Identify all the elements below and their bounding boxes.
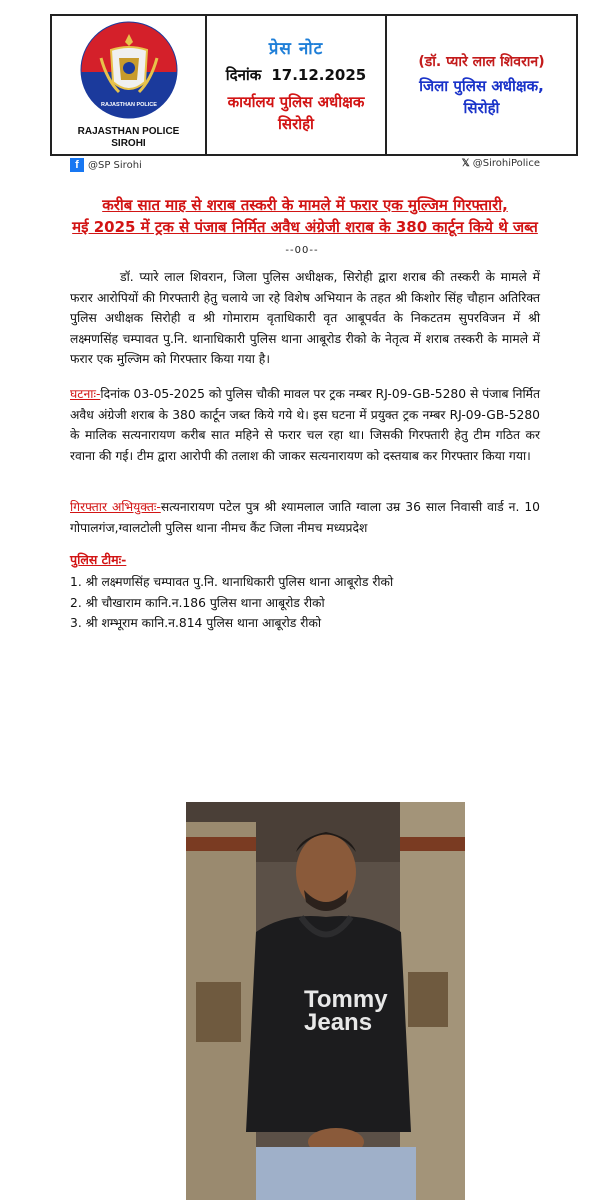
- office-name: [228, 91, 365, 135]
- team-member: 1. श्री लक्ष्मणसिंह चम्पावत पु.नि. थानाधिकारी पुलिस थाना आबूरोड रीको: [70, 575, 394, 589]
- press-note-title: प्रेस नोट: [268, 38, 324, 59]
- team-list: [70, 572, 550, 634]
- date-value: 17.12.2025: [271, 65, 367, 84]
- header-table: [50, 14, 578, 156]
- team-member: 3. श्री शम्भूराम कानि.न.814 पुलिस थाना आबूरोड रीको: [70, 616, 322, 630]
- accused-text: सत्यनारायण पटेल पुत्र श्री श्यामलाल जाति ग्वाला उम्र 36 साल निवासी वार्ड न. 10 गोपालगंज,ग्वालटोली पुलिस थाना नीमच कैंट जिला नीमच मध्यप्रदेश: [70, 500, 540, 535]
- sp-cell: [387, 16, 576, 154]
- accused-photo-illustration: [186, 802, 465, 1200]
- sp-designation: [419, 75, 544, 119]
- team-member: 2. श्री चौखाराम कानि.न.186 पुलिस थाना आबूरोड रीको: [70, 595, 325, 610]
- accused-photo: [186, 802, 465, 1200]
- facebook-handle-text: @SP Sirohi: [88, 160, 142, 171]
- accused-label: गिरफ्तार अभियुक्तः-: [70, 500, 161, 514]
- sp-name: (डॉ. प्यारे लाल शिवरान): [418, 53, 545, 70]
- office-line-1: कार्यालय पुलिस अधीक्षक: [227, 92, 365, 111]
- org-name: [78, 126, 180, 150]
- x-handle-text: @SirohiPolice: [472, 158, 540, 169]
- sp-designation-line-1: जिला पुलिस अधीक्षक,: [419, 76, 544, 95]
- office-line-2: सिरोही: [278, 114, 314, 133]
- logo-cell: [52, 16, 207, 154]
- x-icon: 𝕏: [461, 158, 470, 169]
- intro-paragraph: डॉ. प्यारे लाल शिवरान, जिला पुलिस अधीक्षक, सिरोही द्वारा शराब की तस्करी के मामले में फरार आरोपियों की गिरफ्तारी हेतु चलाये जा रहे विशेष अभियान के तहत श्री किशोर सिंह चौहान अतिरिक्त पुलिस अधीक्षक सिरोही व श्री गोमाराम वृताधिकारी वृत आबूपर्वत के निकटतम सुपरविजन में श्री लक्ष्मणसिंह चम्पावत पु.नि. थानाधिकारी पुलिस थाना आबूरोड रीको के नेतृत्व में शराब तस्करी के मामले में फरार एक मुल्जिम को गिरफ्तार किया गया है।: [70, 270, 540, 366]
- sp-designation-line-2: सिरोही: [463, 98, 500, 117]
- incident-paragraph: [70, 384, 540, 466]
- social-handles: [70, 158, 540, 172]
- headline-line-2: मई 2025 में ट्रक से पंजाब निर्मित अवैध अंग्रेजी शराब के 380 कार्टून किये थे जब्त: [72, 218, 538, 236]
- press-note-date: [226, 65, 367, 85]
- team-title: पुलिस टीमः-: [70, 552, 127, 567]
- headline-line-1: करीब सात माह से शराब तस्करी के मामले में फरार एक मुल्जिम गिरफ्तारी,: [102, 196, 508, 214]
- facebook-icon: f: [70, 158, 84, 172]
- rajasthan-police-emblem-icon: [79, 20, 179, 120]
- headline: [40, 194, 570, 238]
- hoodie-text-2: Jeans: [304, 1009, 373, 1036]
- facebook-handle[interactable]: [70, 158, 142, 172]
- divider: --00--: [285, 245, 319, 256]
- incident-label: घटनाः-: [70, 387, 101, 401]
- logo-text: RAJASTHAN POLICE: [100, 102, 157, 108]
- date-label: दिनांक: [225, 65, 262, 84]
- org-line-1: RAJASTHAN POLICE: [77, 126, 180, 137]
- x-handle[interactable]: [462, 158, 540, 172]
- org-line-2: SIROHI: [111, 138, 146, 149]
- incident-text: दिनांक 03-05-2025 को पुलिस चौकी मावल पर ट्रक नम्बर RJ-09-GB-5280 से पंजाब निर्मित अवैध अंग्रेजी शराब के 380 कार्टून जब्त किये गये थे। इस घटना में प्रयुक्त ट्रक नम्बर RJ-09-GB-5280 के मालिक सत्यनारायण करीब सात महिने से फरार चल रहा था। जिसकी गिरफ्तारी हेतु टीम गठित कर रवाना की गई। टीम द्वारा आरोपी की तलाश की जाकर सत्यनारायण को दस्तयाब कर गिरफ्तार किया गया।: [70, 387, 540, 463]
- press-note-cell: [207, 16, 387, 154]
- accused-paragraph: [70, 497, 540, 538]
- hoodie-text-1: Tommy: [304, 986, 388, 1013]
